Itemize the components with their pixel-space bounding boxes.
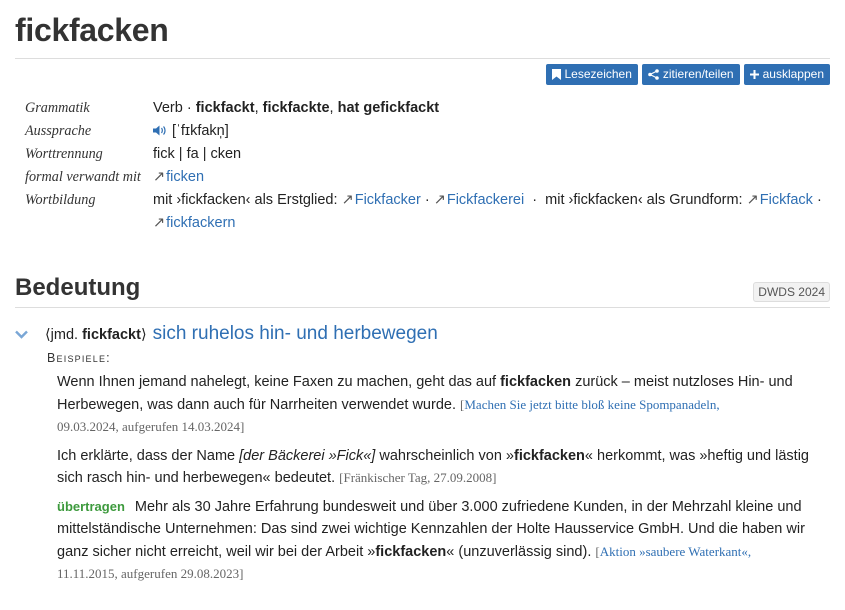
arrow-icon: ↗ xyxy=(433,192,446,208)
source-link[interactable]: Machen Sie jetzt bitte bloß keine Spompanadeln, xyxy=(464,396,720,412)
bookmark-label: Lesezeichen xyxy=(564,67,632,81)
pos-text: Verb · xyxy=(153,100,192,116)
form-present: fickfackt xyxy=(195,100,255,116)
arrow-icon: ↗ xyxy=(153,169,166,185)
chevron-down-icon[interactable] xyxy=(15,326,39,342)
example-text: Mehr als 30 Jahre Erfahrung bundesweit und über 3.000 zufriedene Kunden, in der Mehrzahl kleine und mittelständische Unternehmen: Das sind zwei wichtige Kennzahlen der Holte Hausservice GmbH. Und die haben wir ganz sicher nicht erreicht, weil wir bei der Arbeit » xyxy=(57,498,805,560)
source-badge: DWDS 2024 xyxy=(753,282,830,302)
fact-value: mit ›fickfacken‹ als Erstglied: ↗Fickfacker · ↗Fickfackerei · mit ›fickfacken‹ als Grundform: ↗Fickfack · ↗fickfackern xyxy=(153,192,822,231)
form-perfect: hat gefickfackt xyxy=(337,100,440,116)
sense-header xyxy=(15,323,830,345)
arrow-icon: ↗ xyxy=(153,215,166,231)
plus-icon xyxy=(750,70,759,79)
fact-value xyxy=(153,166,835,189)
form-past: fickfackte xyxy=(262,100,330,116)
arrow-icon: ↗ xyxy=(341,192,354,208)
lemma-title: fickfacken xyxy=(15,12,169,48)
source-link[interactable]: Aktion »saubere Waterkant«, xyxy=(599,543,752,559)
wb-prefix: mit ›fickfacken‹ als Erstglied: xyxy=(153,192,338,208)
link-fickfackerei[interactable]: Fickfackerei xyxy=(446,192,525,208)
cite-share-button[interactable] xyxy=(642,64,740,85)
fact-label: Wortbildung xyxy=(25,192,96,208)
fact-label: Aussprache xyxy=(25,123,92,139)
example-text: Wenn Ihnen jemand nahelegt, keine Faxen zu machen, geht das auf xyxy=(57,374,497,390)
sense-block xyxy=(15,323,830,586)
example-1 xyxy=(57,371,821,439)
sense-grammar xyxy=(45,327,147,343)
src-bracket: [ xyxy=(460,396,465,412)
fact-aussprache xyxy=(25,120,835,143)
fact-formal xyxy=(25,166,835,189)
fact-label: Grammatik xyxy=(25,100,90,116)
expand-label: ausklappen xyxy=(762,67,824,81)
wb-prefix: mit ›fickfacken‹ als Grundform: xyxy=(545,192,743,208)
toolbar xyxy=(546,64,831,85)
example-source: [Fränkischer Tag, 27.09.2008] xyxy=(339,470,497,485)
example-text: Ich erklärte, dass der Name xyxy=(57,447,236,464)
fact-grammatik xyxy=(25,97,835,120)
link-fickfackern[interactable]: fickfackern xyxy=(166,215,236,231)
gram-pre: ⟨jmd. xyxy=(45,327,79,343)
gram-post: ⟩ xyxy=(140,327,147,343)
bookmark-icon xyxy=(552,69,561,80)
section-title: Bedeutung xyxy=(15,274,141,301)
cite-label: zitieren/teilen xyxy=(662,67,734,81)
sense-definition: sich ruhelos hin- und herbewegen xyxy=(152,323,438,344)
expand-button[interactable] xyxy=(744,64,830,85)
link-ficken[interactable]: ficken xyxy=(166,169,205,185)
word-facts xyxy=(25,97,835,235)
example-keyword: fickfacken xyxy=(513,447,585,464)
src-bracket: [ xyxy=(595,543,600,559)
fact-value xyxy=(153,120,835,143)
fact-label: formal verwandt mit xyxy=(25,169,141,185)
example-text: « herkommt, was »heftig und lästig sich rasch hin- und herbewegen« bedeutet. xyxy=(57,447,809,486)
usage-tag: übertragen xyxy=(57,498,125,514)
fact-value: Verb · fickfackt, fickfackte, hat gefickfackt xyxy=(153,100,440,116)
ipa-text: [ˈfɪkfakn̩] xyxy=(172,123,229,139)
divider xyxy=(15,58,830,59)
example-keyword: fickfacken xyxy=(375,543,447,560)
bookmark-button[interactable] xyxy=(546,64,638,85)
example-insertion: [der Bäckerei »Fick«] xyxy=(239,447,376,464)
example-text: zurück – meist nutzloses Hin- und Herbewegen, was dann auch für Narrheiten verwendet wurde. xyxy=(57,374,793,413)
examples-label xyxy=(47,351,830,365)
fact-wortbildung xyxy=(25,189,835,235)
gram-bold: fickfackt xyxy=(82,327,141,343)
fact-worttrennung xyxy=(25,143,835,166)
link-fickfacker[interactable]: Fickfacker xyxy=(354,192,421,208)
example-keyword: fickfacken xyxy=(500,374,572,390)
link-fickfack[interactable]: Fickfack xyxy=(759,192,813,208)
examples-label-text: Beispiele: xyxy=(47,351,111,365)
src-date: 09.03.2024, aufgerufen 14.03.2024] xyxy=(57,419,245,434)
share-icon xyxy=(648,69,659,80)
example-2 xyxy=(57,445,821,490)
example-3 xyxy=(57,496,821,586)
divider xyxy=(15,307,830,308)
arrow-icon: ↗ xyxy=(746,192,759,208)
src-date: 11.11.2015, aufgerufen 29.08.2023] xyxy=(57,566,244,581)
speaker-icon[interactable] xyxy=(153,123,168,139)
fact-value: fick | fa | cken xyxy=(153,146,242,162)
fact-label: Worttrennung xyxy=(25,146,103,162)
example-text: « (unzuverlässig sind). xyxy=(446,543,592,560)
example-text: wahrscheinlich von » xyxy=(379,447,514,464)
